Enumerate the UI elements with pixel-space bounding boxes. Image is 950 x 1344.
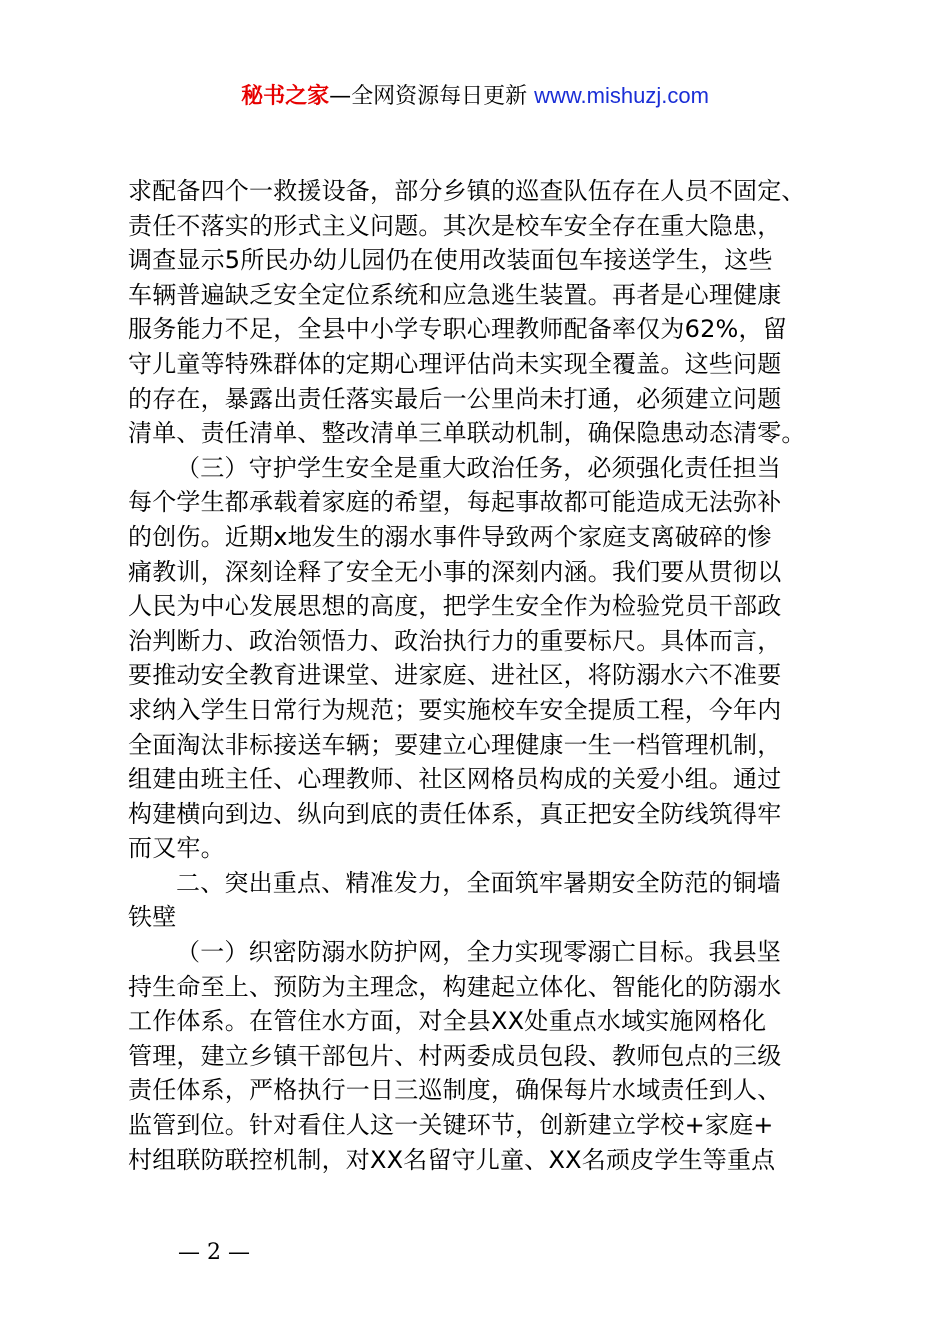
body-line: 调查显示5所民办幼儿园仍在使用改装面包车接送学生，这些 xyxy=(128,246,773,275)
body-line: 服务能力不足，全县中小学专职心理教师配备率仅为62%，留 xyxy=(128,315,787,344)
body-line: 构建横向到边、纵向到底的责任体系，真正把安全防线筑得牢 xyxy=(128,799,782,828)
body-line: 求纳入学生日常行为规范；要实施校车安全提质工程，今年内 xyxy=(128,695,782,724)
site-url-link[interactable]: www.mishuzj.com xyxy=(534,83,709,108)
body-line: 守儿童等特殊群体的定期心理评估尚未实现全覆盖。这些问题 xyxy=(128,349,782,378)
body-line: 每个学生都承载着家庭的希望，每起事故都可能造成无法弥补 xyxy=(128,488,782,517)
page-number: — 2 — xyxy=(178,1240,250,1265)
body-line: 清单、责任清单、整改清单三单联动机制，确保隐患动态清零。 xyxy=(128,419,806,448)
header-tagline: —全网资源每日更新 xyxy=(329,84,528,109)
body-line: 责任不落实的形式主义问题。其次是校车安全存在重大隐患， xyxy=(128,211,782,240)
body-line: 求配备四个一救援设备，部分乡镇的巡查队伍存在人员不固定、 xyxy=(128,177,806,205)
body-line: 的创伤。近期x地发生的溺水事件导致两个家庭支离破碎的惨 xyxy=(128,522,772,551)
brand-name: 秘书之家 xyxy=(241,84,330,109)
body-line: 车辆普遍缺乏安全定位系统和应急逃生装置。再者是心理健康 xyxy=(128,280,782,309)
body-line: 人民为中心发展思想的高度，把学生安全作为检验党员干部政 xyxy=(128,592,782,621)
section-heading: （三）守护学生安全是重大政治任务，必须强化责任担当 xyxy=(176,453,781,482)
site-header xyxy=(0,80,950,113)
body-line: 而又牢。 xyxy=(128,834,225,863)
document-body xyxy=(128,174,848,1177)
body-line: 监管到位。针对看住人这一关键环节，创新建立学校+家庭+ xyxy=(128,1111,774,1140)
body-line: 全面淘汰非标接送车辆；要建立心理健康一生一档管理机制， xyxy=(128,730,782,759)
body-line: 工作体系。在管住水方面，对全县XX处重点水域实施网格化 xyxy=(128,1007,767,1036)
body-line: 管理，建立乡镇干部包片、村两委成员包段、教师包点的三级 xyxy=(128,1041,782,1070)
body-line: 的存在，暴露出责任落实最后一公里尚未打通，必须建立问题 xyxy=(128,384,782,413)
chapter-heading: 二、突出重点、精准发力，全面筑牢暑期安全防范的铜墙 xyxy=(176,868,781,897)
body-line: 组建由班主任、心理教师、社区网格员构成的关爱小组。通过 xyxy=(128,765,782,794)
body-line: 村组联防联控机制，对XX名留守儿童、XX名顽皮学生等重点 xyxy=(128,1145,776,1174)
chapter-heading-continued: 铁壁 xyxy=(128,903,177,932)
body-line: 治判断力、政治领悟力、政治执行力的重要标尺。具体而言， xyxy=(128,626,782,655)
body-line: 持生命至上、预防为主理念，构建起立体化、智能化的防溺水 xyxy=(128,972,782,1001)
section-heading: （一）织密防溺水防护网，全力实现零溺亡目标。我县坚 xyxy=(176,938,781,967)
body-line: 要推动安全教育进课堂、进家庭、进社区，将防溺水六不准要 xyxy=(128,661,782,690)
body-line: 责任体系，严格执行一日三巡制度，确保每片水域责任到人、 xyxy=(128,1076,782,1105)
body-line: 痛教训，深刻诠释了安全无小事的深刻内涵。我们要从贯彻以 xyxy=(128,557,782,586)
